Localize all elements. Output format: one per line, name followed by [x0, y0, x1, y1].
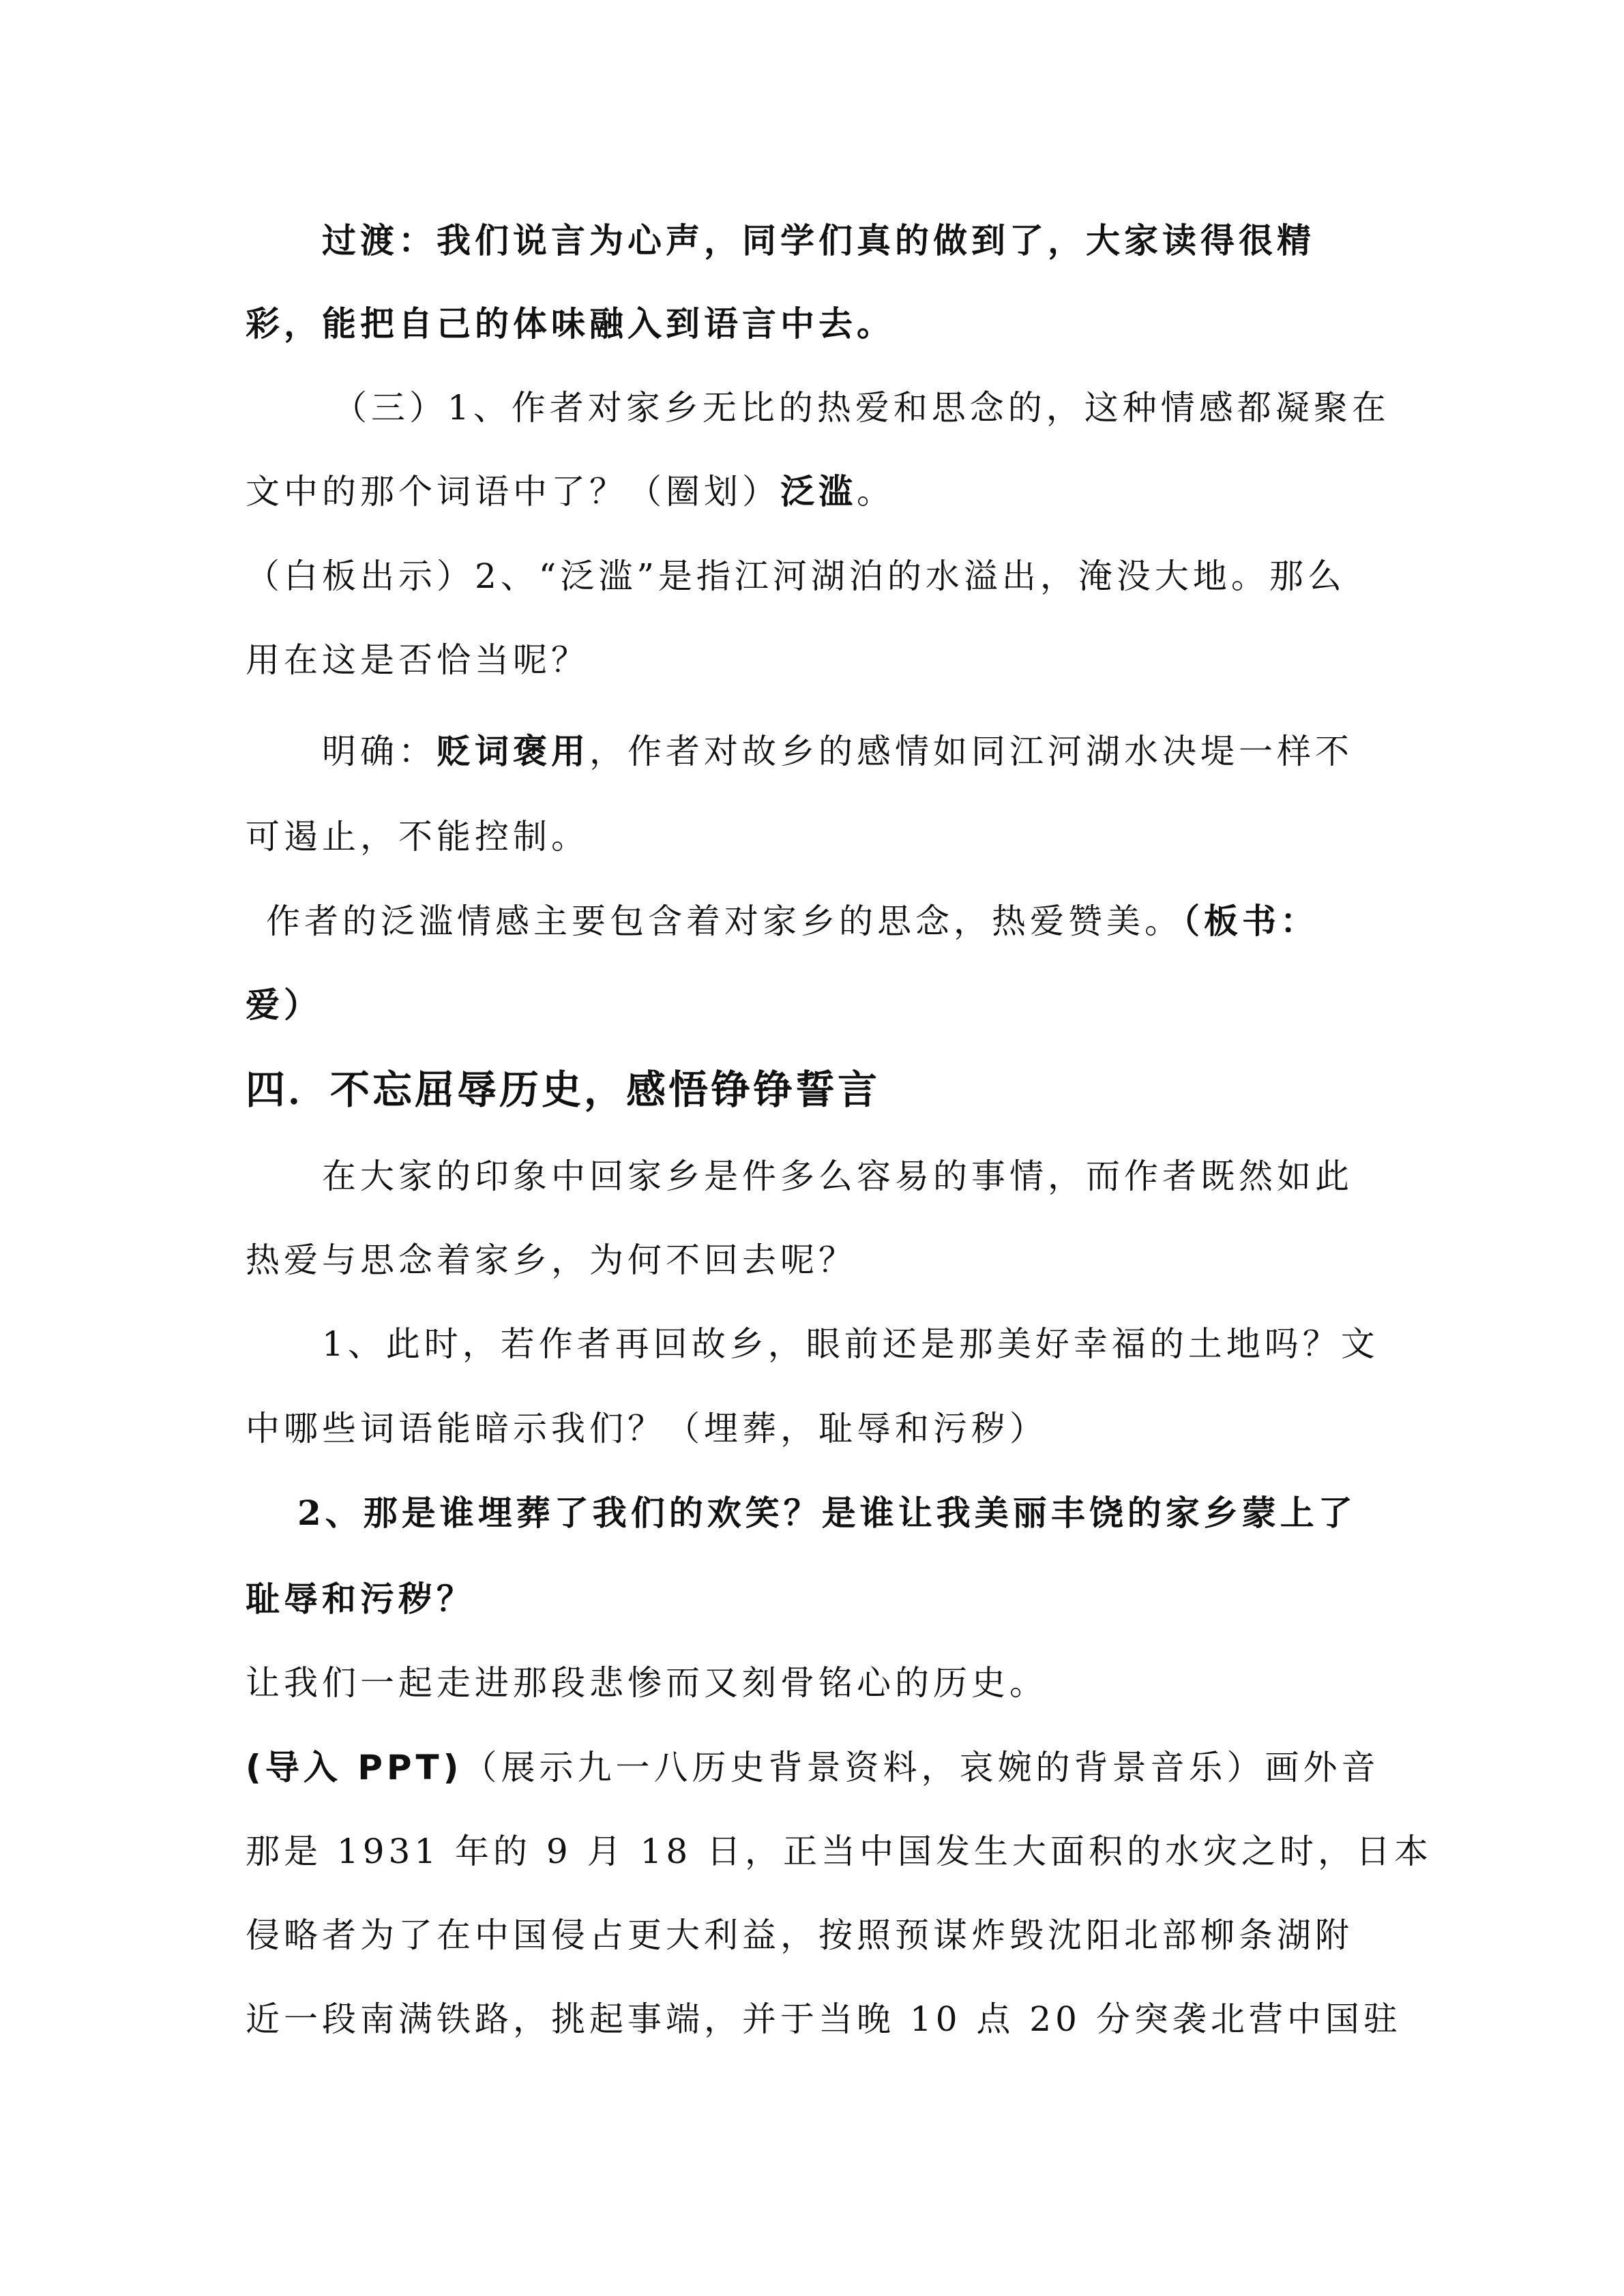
answer-line1 — [322, 728, 1353, 775]
whiteboard-line1: （白板出示）2、“泛滥”是指江河湖泊的水溢出，淹没大地。那么 — [246, 556, 1346, 596]
section-four-para1-line1: 在大家的印象中回家乡是件多么容易的事情，而作者既然如此 — [322, 1157, 1353, 1196]
answer-line2: 可遏止，不能控制。 — [246, 817, 589, 856]
answer-keyword: 贬词褒用 — [437, 731, 589, 771]
history-line2: 侵略者为了在中国侵占更大利益，按照预谋炸毁沈阳北部柳条湖附 — [246, 1915, 1353, 1955]
question-three-line1: （三）1、作者对家乡无比的热爱和思念的，这种情感都凝聚在 — [333, 388, 1390, 428]
ppt-description: （展示九一八历史背景资料，哀婉的背景音乐）画外音 — [462, 1748, 1380, 1787]
history-line1: 那是 1931 年的 9 月 18 日，正当中国发生大面积的水灾之时，日本 — [246, 1832, 1433, 1871]
whiteboard-line2: 用在这是否恰当呢？ — [246, 640, 589, 680]
section-four-para1-line2: 热爱与思念着家乡，为何不回去呢？ — [246, 1240, 857, 1280]
ppt-label: (导入 PPT) — [246, 1748, 463, 1787]
summary-line1 — [266, 897, 1318, 945]
ppt-intro-line — [246, 1744, 1380, 1791]
blackboard-note: （板书： — [1183, 901, 1318, 941]
history-intro: 让我们一起走进那段悲惨而又刻骨铭心的历史。 — [246, 1663, 1048, 1703]
keyword-fanlan: 泛滥 — [780, 471, 857, 511]
answer-text: ，作者对故乡的感情如同江河湖水决堤一样不 — [589, 732, 1353, 771]
history-line3: 近一段南满铁路，挑起事端，并于当晚 10 点 20 分突袭北营中国驻 — [246, 1999, 1402, 2039]
question-two-line2: 耻辱和污秽？ — [246, 1579, 475, 1619]
summary-text: 作者的泛滥情感主要包含着对家乡的思念，热爱赞美。 — [266, 901, 1183, 941]
paragraph-transition-line1: 过渡：我们说言为心声，同学们真的做到了，大家读得很精 — [322, 220, 1315, 260]
question-one-line2: 中哪些词语能暗示我们？（埋葬，耻辱和污秽） — [246, 1409, 1048, 1448]
question-three-text: 文中的那个词语中了？（圈划） — [246, 472, 780, 511]
period: 。 — [857, 472, 895, 511]
question-one-line1: 1、此时，若作者再回故乡，眼前还是那美好幸福的土地吗？文 — [322, 1324, 1379, 1364]
paragraph-transition-line2: 彩，能把自己的体味融入到语言中去。 — [246, 303, 895, 344]
question-three-line2 — [246, 468, 895, 516]
summary-line2: 爱） — [246, 985, 322, 1025]
question-two-line1: 2、那是谁埋葬了我们的欢笑？是谁让我美丽丰饶的家乡蒙上了 — [297, 1493, 1357, 1533]
section-four-heading: 四．不忘屈辱历史，感悟铮铮誓言 — [246, 1067, 881, 1113]
answer-label: 明确： — [322, 732, 437, 771]
